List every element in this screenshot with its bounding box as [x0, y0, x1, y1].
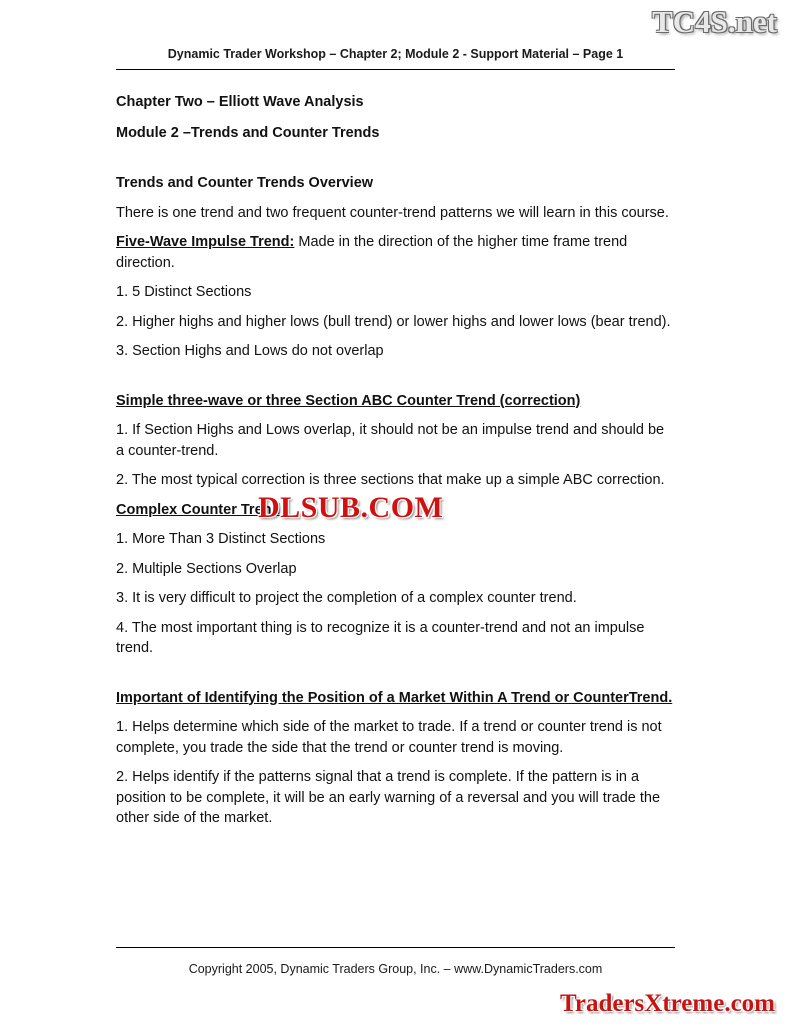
spacer: [116, 371, 676, 391]
position-item-2: 2. Helps identify if the patterns signal that a trend is complete. If the pattern is in a position to be complete, it will be an early warning of a reversal and you will trade the other side of the market.: [116, 769, 661, 826]
impulse-item-1: 1. 5 Distinct Sections: [116, 284, 252, 300]
spacer: [116, 668, 676, 688]
position-item-1: 1. Helps determine which side of the market to trade. If a trend or counter trend is not complete, you trade the side that the trend or counter trend is moving.: [116, 719, 662, 756]
complex-item-4: 4. The most important thing is to recognize it is a counter-trend and not an impulse trend.: [116, 619, 645, 656]
abc-item-1: 1. If Section Highs and Lows overlap, it should not be an impulse trend and should be a counter-trend.: [116, 422, 665, 459]
watermark-tc4s: TC4S.net: [652, 4, 777, 39]
abc-item-2: 2. The most typical correction is three sections that make up a simple ABC correction.: [116, 472, 665, 488]
complex-item-3: 3. It is very difficult to project the completion of a complex counter trend.: [116, 590, 577, 606]
overview-paragraph: There is one trend and two frequent counter-trend patterns we will learn in this course.: [116, 204, 669, 221]
document-body: [116, 92, 676, 838]
impulse-item-3: 3. Section Highs and Lows do not overlap: [116, 343, 384, 359]
watermark-tradersxtreme: TradersXtreme.com: [560, 990, 775, 1017]
watermark-dlsub: DLSUB.COM: [258, 491, 444, 524]
complex-item-2: 2. Multiple Sections Overlap: [116, 560, 297, 577]
abc-heading: Simple three-wave or three Section ABC Counter Trend (correction): [116, 392, 581, 409]
impulse-trend-label: Five-Wave Impulse Trend:: [116, 234, 295, 250]
complex-heading: Complex Counter Trend: [116, 501, 281, 518]
running-header: Dynamic Trader Workshop – Chapter 2; Module 2 - Support Material – Page 1: [167, 47, 624, 61]
header-divider: [116, 69, 675, 70]
footer-copyright: Copyright 2005, Dynamic Traders Group, Inc. – www.DynamicTraders.com: [188, 962, 603, 976]
impulse-trend-text: Made in the direction of the higher time frame trend direction.: [116, 234, 628, 271]
position-heading: Important of Identifying the Position of a Market Within A Trend or CounterTrend.: [116, 689, 673, 706]
overview-heading: Trends and Counter Trends Overview: [116, 175, 374, 191]
complex-item-1: 1. More Than 3 Distinct Sections: [116, 531, 326, 547]
chapter-title: Chapter Two – Elliott Wave Analysis: [116, 94, 364, 110]
impulse-item-2: 2. Higher highs and higher lows (bull trend) or lower highs and lower lows (bear trend).: [116, 313, 671, 330]
footer-divider: [116, 947, 675, 948]
module-title: Module 2 –Trends and Counter Trends: [116, 124, 380, 141]
impulse-trend-paragraph: [116, 232, 676, 273]
